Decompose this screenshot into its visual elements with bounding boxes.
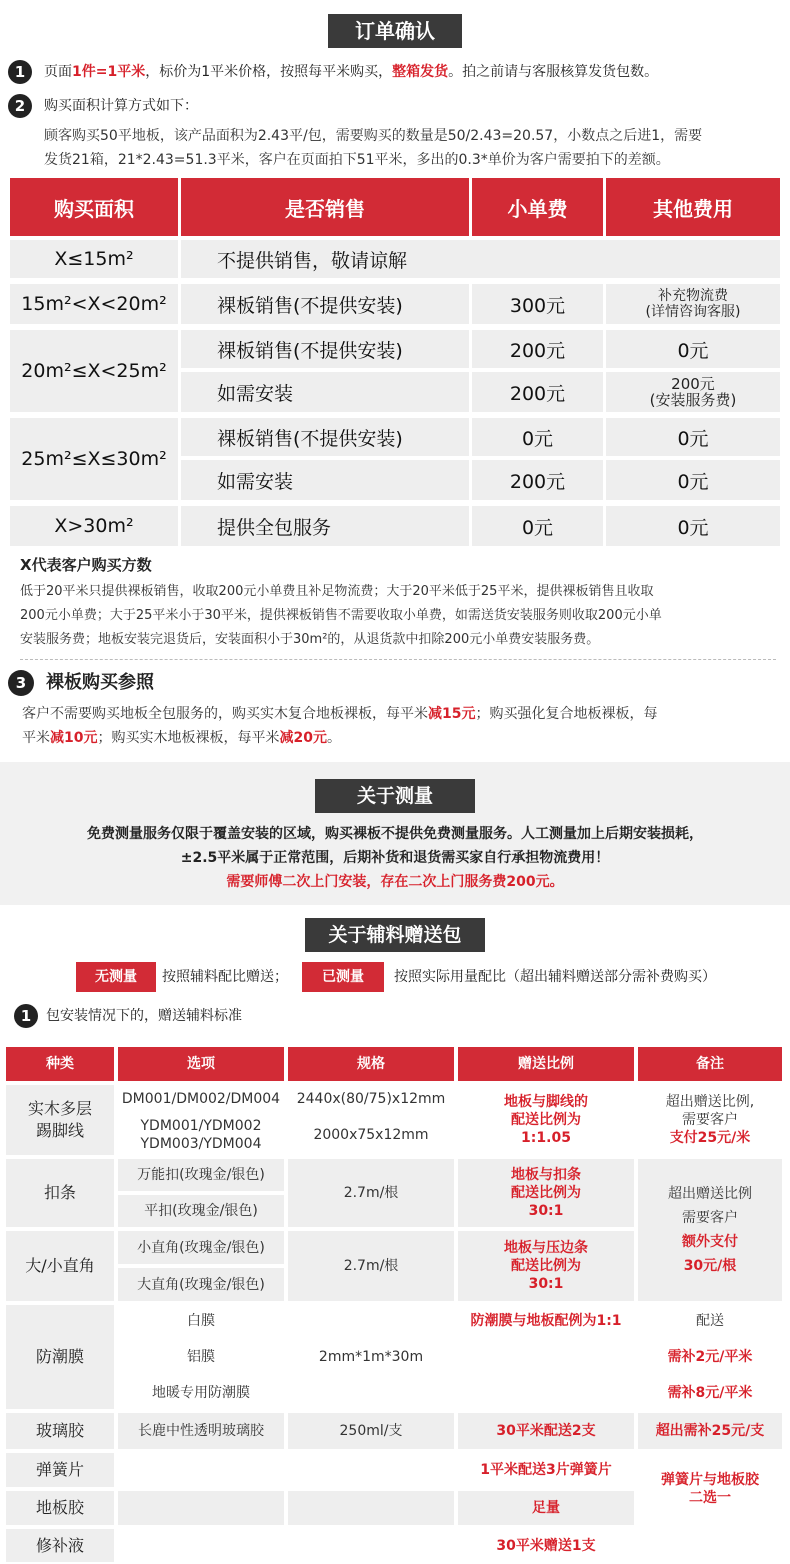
t2-film-opt2: 铝膜 — [187, 1349, 215, 1365]
number-badge-4: 1 — [14, 1004, 38, 1028]
t2-extra-note2: 需要客户 — [682, 1210, 738, 1226]
t1-header-fee: 小单费 — [472, 178, 603, 236]
notes-title: X代表客户购买方数 — [20, 556, 152, 574]
t1-header-area: 购买面积 — [10, 178, 178, 236]
t2-film-ratio: 防潮膜与地板配例为1:1 — [470, 1313, 622, 1329]
s3-l2e: 。 — [326, 730, 341, 746]
s3-l2b: 减10元 — [50, 730, 98, 746]
t2-repair-opt — [118, 1529, 284, 1562]
t2-film-ratio-empty3 — [458, 1377, 634, 1409]
t2-film-cat: 防潮膜 — [6, 1305, 114, 1409]
t2-corner-ratio3: 30:1 — [528, 1276, 564, 1292]
item2-line1: 顾客购买50平地板，该产品面积为2.43平/包，需要购买的数量是50/2.43=20.57，小数点之后进1，需要 — [44, 128, 703, 144]
tag-no-measure: 无测量 — [76, 962, 156, 992]
t2-film-note2: 需补2元/平米 — [667, 1349, 753, 1365]
t2-glue-opt: 长鹿中性透明玻璃胶 — [118, 1413, 284, 1449]
t2-floorglue-cat: 地板胶 — [6, 1491, 114, 1525]
item1-post: 。拍之前请与客服核算发货包数。 — [448, 64, 659, 80]
t2-buckle-cat: 扣条 — [6, 1159, 114, 1227]
t2-film-note3: 需补8元/平米 — [667, 1385, 753, 1401]
t2-buckle-ratio — [458, 1159, 634, 1227]
t2-buckle-spec: 2.7m/根 — [288, 1159, 454, 1227]
t2-skirting-spec2: 2000x75x12mm — [313, 1127, 429, 1143]
notes-line3: 安装服务费；地板安装完退货后，安装面积小于30m²的，从退货款中扣除200元小单费安装服务费。 — [20, 632, 600, 647]
t1-r5-sale: 提供全包服务 — [181, 506, 469, 546]
t2-skirting-ratio3: 1:1.05 — [521, 1130, 571, 1146]
section3-line2 — [22, 726, 341, 751]
t1-r3-feeA: 200元 — [472, 330, 603, 368]
t2-extra-note4: 30元/根 — [683, 1258, 737, 1274]
t2-extra-note3: 额外支付 — [682, 1234, 738, 1250]
t1-r5-area: X>30m² — [10, 506, 178, 546]
t2-header-note: 备注 — [638, 1047, 782, 1081]
number-badge-2: 2 — [8, 94, 32, 118]
t1-r3-otherB-line2: (安装服务费) — [649, 391, 737, 409]
item2-title: 购买面积计算方式如下： — [44, 98, 198, 114]
t1-r3-feeB: 200元 — [472, 372, 603, 412]
t2-film-opt1: 白膜 — [187, 1313, 215, 1329]
t2-corner-opt2: 大直角(玫瑰金/银色) — [118, 1268, 284, 1301]
t2-corner-ratio2: 配送比例为 — [511, 1258, 581, 1274]
t2-skirting-cat1: 实木多层 — [27, 1099, 92, 1118]
t2-skirting-opt1: DM001/DM002/DM004 — [121, 1091, 281, 1107]
dashed-divider — [20, 659, 776, 660]
t2-skirting-note1: 超出赠送比例, — [665, 1094, 755, 1110]
notes-line1: 低于20平米只提供裸板销售，收取200元小单费且补足物流费；大于20平米低于25平米，提供裸板销售且收取 — [20, 584, 654, 599]
number-badge-1: 1 — [8, 60, 32, 84]
accessory-subtitle: 包安装情况下的，赠送辅料标准 — [46, 1008, 242, 1024]
t2-skirting-cat — [6, 1085, 114, 1155]
t2-spring-note2: 二选一 — [689, 1490, 731, 1506]
number-badge-3: 3 — [8, 670, 34, 696]
t2-skirting-note — [638, 1085, 782, 1155]
item1-mid: ，标价为1平米价格，按照每平米购买， — [145, 64, 393, 80]
item1-pre: 页面 — [44, 64, 72, 80]
t2-corner-cat: 大/小直角 — [6, 1231, 114, 1301]
item1-red1: 1件=1平米 — [72, 64, 146, 80]
section3-line1 — [22, 702, 657, 727]
t1-r3-otherB — [606, 372, 780, 412]
t1-r4-feeA: 0元 — [472, 418, 603, 456]
t2-buckle-ratio3: 30:1 — [528, 1203, 564, 1219]
t2-extra-note — [638, 1159, 782, 1301]
section3-title: 裸板购买参照 — [46, 672, 154, 693]
t1-r4-saleB: 如需安装 — [181, 460, 469, 500]
item1-red2: 整箱发货 — [392, 64, 449, 80]
measure-line1: 免费测量服务仅限于覆盖安装的区域，购买裸板不提供免费测量服务。人工测量加上后期安装损耗， — [87, 826, 703, 842]
t1-r2-area: 15m²<X<20m² — [10, 284, 178, 324]
t2-glue-cat: 玻璃胶 — [6, 1413, 114, 1449]
s3-l1c: ；购买强化复合地板裸板，每 — [475, 706, 658, 722]
t1-r2-other-line2: (详情咨询客服) — [645, 304, 741, 320]
t2-skirting-ratio — [458, 1085, 634, 1155]
tag-measured: 已测量 — [302, 962, 384, 992]
t1-r4-otherB: 0元 — [606, 460, 780, 500]
t2-glue-note: 超出需补25元/支 — [638, 1413, 782, 1449]
s3-l2d: 减20元 — [279, 730, 327, 746]
t1-r2-other-line1: 补充物流费 — [658, 288, 728, 304]
t2-film-opt3: 地暖专用防潮膜 — [152, 1385, 250, 1401]
t2-header-ratio: 赠送比例 — [458, 1047, 634, 1081]
t2-corner-ratio1: 地板与压边条 — [504, 1240, 588, 1256]
s3-l2c: ；购买实木地板裸板，每平米 — [97, 730, 280, 746]
t2-skirting-note3: 支付25元/米 — [669, 1130, 751, 1146]
t2-skirting-cat2: 踢脚线 — [35, 1121, 84, 1140]
t2-skirting-opt2 — [118, 1115, 284, 1155]
t2-skirting-ratio2: 配送比例为 — [511, 1112, 581, 1128]
t1-header-other: 其他费用 — [606, 178, 780, 236]
t1-header-sale: 是否销售 — [181, 178, 469, 236]
t1-r1-sale: 不提供销售，敬请谅解 — [181, 240, 780, 278]
t2-spring-note — [638, 1453, 782, 1525]
t2-spring-note1: 弹簧片与地板胶 — [661, 1472, 759, 1488]
t1-r5-fee: 0元 — [472, 506, 603, 546]
t2-spring-spec — [288, 1453, 454, 1487]
t2-glue-ratio: 30平米配送2支 — [458, 1413, 634, 1449]
t1-r3-saleA: 裸板销售(不提供安装) — [181, 330, 469, 368]
t1-r2-fee: 300元 — [472, 284, 603, 324]
s3-l1b: 减15元 — [428, 706, 476, 722]
t1-r2-other — [606, 284, 780, 324]
t2-header-option: 选项 — [118, 1047, 284, 1081]
t1-r2-sale: 裸板销售(不提供安装) — [181, 284, 469, 324]
t1-r4-area: 25m²≤X≤30m² — [10, 418, 178, 500]
t1-r3-otherA: 0元 — [606, 330, 780, 368]
section-title-order: 订单确认 — [328, 14, 462, 48]
t1-r1-area: X≤15m² — [10, 240, 178, 278]
t2-corner-opt1: 小直角(玫瑰金/银色) — [118, 1231, 284, 1264]
item1-text — [44, 60, 658, 84]
section-title-accessory: 关于辅料赠送包 — [305, 918, 485, 952]
t2-extra-note1: 超出赠送比例 — [668, 1186, 752, 1202]
t2-floorglue-opt — [118, 1491, 284, 1525]
t2-skirting-ratio1: 地板与脚线的 — [504, 1094, 588, 1110]
t2-repair-spec — [288, 1529, 454, 1562]
t2-floorglue-spec — [288, 1491, 454, 1525]
t2-repair-ratio: 30平米赠送1支 — [496, 1537, 596, 1554]
item2-line2: 发货21箱，21*2.43=51.3平米，客户在页面拍下51平米，多出的0.3*单价为客户需要拍下的差额。 — [44, 152, 670, 168]
t1-r4-feeB: 200元 — [472, 460, 603, 500]
t1-r4-otherA: 0元 — [606, 418, 780, 456]
t2-buckle-opt2: 平扣(玫瑰金/银色) — [118, 1195, 284, 1227]
t1-r3-saleB: 如需安装 — [181, 372, 469, 412]
s3-l2a: 平米 — [22, 730, 50, 746]
tag-no-measure-text: 按照辅料配比赠送； — [162, 969, 288, 985]
t2-spring-opt — [118, 1453, 284, 1487]
t2-header-spec: 规格 — [288, 1047, 454, 1081]
t2-skirting-opt2a: YDM001/YDM002 — [140, 1118, 262, 1134]
t2-film-ratio-empty2 — [458, 1341, 634, 1373]
notes-line2: 200元小单费；大于25平米小于30平米，提供裸板销售不需要收取小单费，如需送货安装服务则收取200元小单 — [20, 608, 662, 623]
t2-film-note1: 配送 — [696, 1313, 724, 1329]
t2-buckle-ratio2: 配送比例为 — [511, 1185, 581, 1201]
t2-spring-ratio: 1平米配送3片弹簧片 — [480, 1462, 612, 1478]
measure-line3: 需要师傅二次上门安装，存在二次上门服务费200元。 — [226, 874, 564, 890]
t1-r5-other: 0元 — [606, 506, 780, 546]
t2-corner-spec: 2.7m/根 — [288, 1231, 454, 1301]
t2-repair-cat: 修补液 — [6, 1529, 114, 1562]
t2-spring-cat: 弹簧片 — [6, 1453, 114, 1487]
t2-skirting-note2: 需要客户 — [682, 1112, 738, 1128]
t2-corner-ratio — [458, 1231, 634, 1301]
t2-glue-spec: 250ml/支 — [288, 1413, 454, 1449]
t2-buckle-ratio1: 地板与扣条 — [511, 1167, 581, 1183]
t2-buckle-opt1: 万能扣(玫瑰金/银色) — [118, 1159, 284, 1191]
t1-r3-otherB-line1: 200元 — [671, 375, 715, 393]
t2-film-spec: 2mm*1m*30m — [318, 1349, 424, 1365]
t2-repair-note — [638, 1529, 782, 1562]
section-title-measure: 关于测量 — [315, 779, 475, 813]
t2-skirting-opt2b: YDM003/YDM004 — [140, 1136, 262, 1152]
t2-floorglue-ratio: 足量 — [458, 1491, 634, 1525]
measure-line2: ±2.5平米属于正常范围，后期补货和退货需买家自行承担物流费用！ — [180, 850, 610, 866]
t2-header-kind: 种类 — [6, 1047, 114, 1081]
t1-r3-area: 20m²≤X<25m² — [10, 330, 178, 412]
t2-skirting-spec1: 2440x(80/75)x12mm — [296, 1091, 446, 1107]
t1-r4-saleA: 裸板销售(不提供安装) — [181, 418, 469, 456]
s3-l1a: 客户不需要购买地板全包服务的，购买实木复合地板裸板，每平米 — [22, 706, 428, 722]
tag-measured-text: 按照实际用量配比（超出辅料赠送部分需补费购买） — [394, 969, 716, 985]
